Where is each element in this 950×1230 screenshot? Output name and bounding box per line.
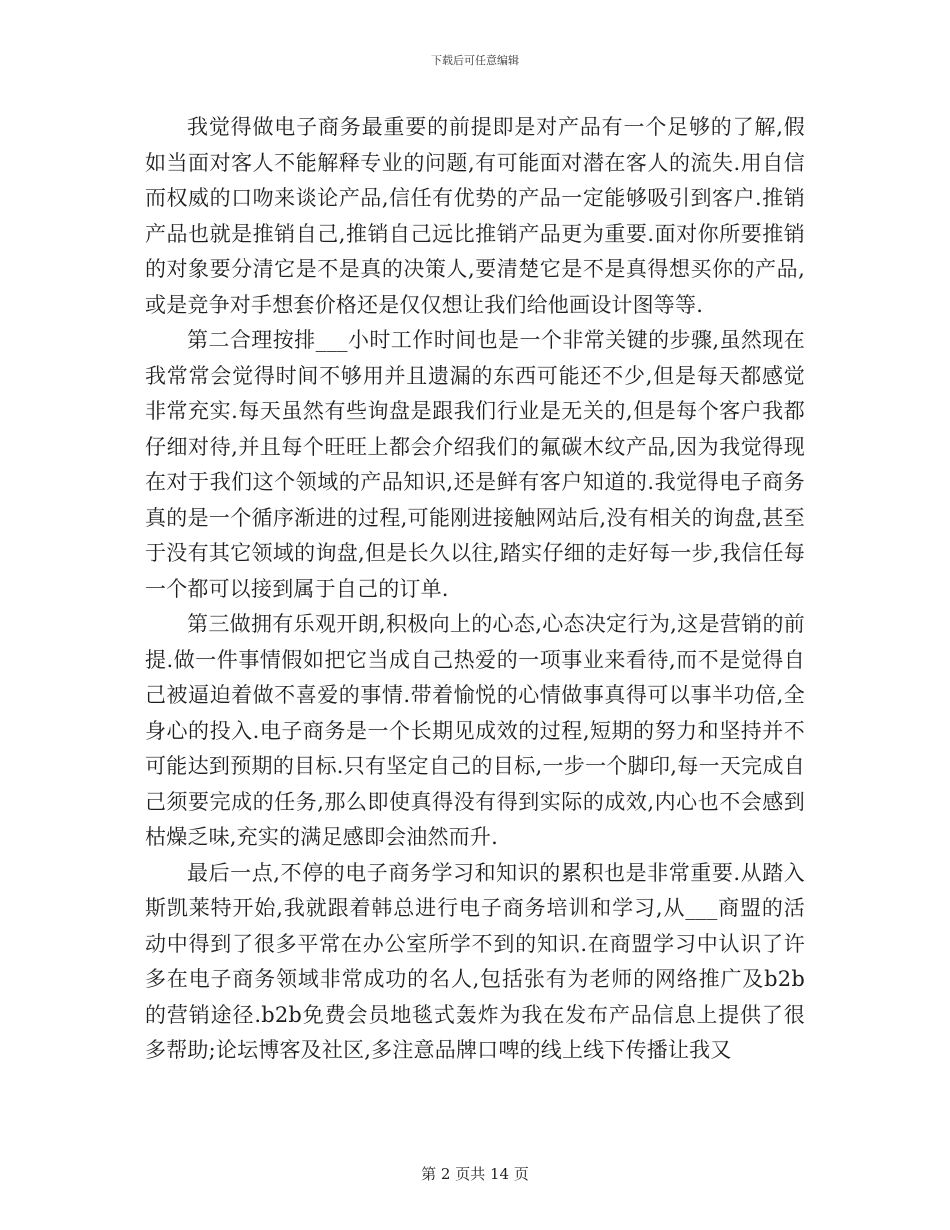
document-body <box>145 110 805 1069</box>
header-text: 下载后可任意编辑 <box>431 54 519 67</box>
paragraph-2: 第二合理按排___小时工作时间也是一个非常关键的步骤,虽然现在我常常会觉得时间不够用并且遗漏的东西可能还不少,但是每天都感觉非常充实.每天虽然有些询盘是跟我们行业是无关的,但是每个客户我都仔细对待,并且每个旺旺上都会介绍我们的氟碳木纹产品,因为我觉得现在对于我们这个领域的产品知识,还是鲜有客户知道的.我觉得电子商务真的是一个循序渐进的过程,可能刚进接触网站后,没有相关的询盘,甚至于没有其它领域的询盘,但是长久以往,踏实仔细的走好每一步,我信任每一个都可以接到属于自己的订单. <box>145 328 805 601</box>
page-header <box>0 52 950 68</box>
page-footer <box>0 1163 950 1184</box>
paragraph-4: 最后一点,不停的电子商务学习和知识的累积也是非常重要.从踏入斯凯莱特开始,我就跟着韩总进行电子商务培训和学习,从___商盟的活动中得到了很多平常在办公室所学不到的知识.在商盟学习中认识了许多在电子商务领域非常成功的名人,包括张有为老师的网络推广及b2b的营销途径.b2b免费会员地毯式轰炸为我在发布产品信息上提供了很多帮助;论坛博客及社区,多注意品牌口啤的线上线下传播让我又 <box>145 860 805 1062</box>
paragraph-3: 第三做拥有乐观开朗,积极向上的心态,心态决定行为,这是营销的前提.做一件事情假如把它当成自己热爱的一项事业来看待,而不是觉得自己被逼迫着做不喜爱的事情.带着愉悦的心情做事真得可以事半功倍,全身心的投入.电子商务是一个长期见成效的过程,短期的努力和坚持并不可能达到预期的目标.只有坚定自己的目标,一步一个脚印,每一天完成自己须要完成的任务,那么即使真得没有得到实际的成效,内心也不会感到枯燥乏味,充实的满足感即会油然而升. <box>145 612 805 849</box>
paragraph-1: 我觉得做电子商务最重要的前提即是对产品有一个足够的了解,假如当面对客人不能解释专业的问题,有可能面对潜在客人的流失.用自信而权威的口吻来谈论产品,信任有优势的产品一定能够吸引到客户.推销产品也就是推销自己,推销自己远比推销产品更为重要.面对你所要推销的对象要分清它是不是真的决策人,要清楚它是不是真得想买你的产品,或是竞争对手想套价格还是仅仅想让我们给他画设计图等等. <box>145 115 805 317</box>
page-number: 第 2 页共 14 页 <box>421 1165 529 1183</box>
